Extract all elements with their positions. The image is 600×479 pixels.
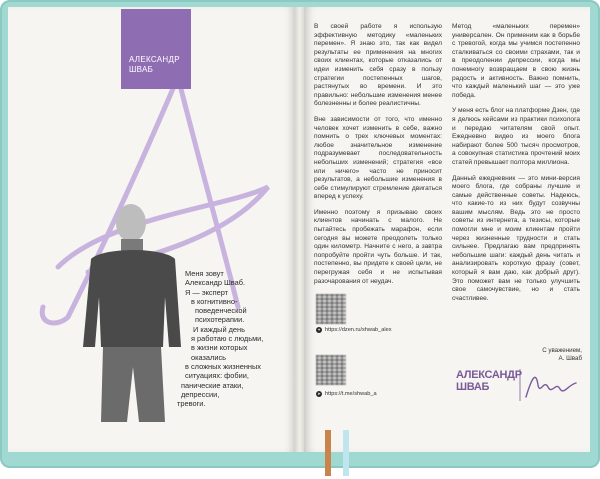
- author-name-box: [121, 9, 191, 89]
- paragraph: Метод «маленьких перемен» универсален. Он применим как в борьбе с тревогой, когда мы учимся постепенно сталкиваться со своими страхами, так и в преодолении депрессии, когда мы понемногу возвращаем в свою жизнь радость и активность. Важно помнить, что каждый маленький шаг — это уже победа.: [452, 23, 580, 99]
- bio-line: депрессии,: [181, 389, 220, 399]
- logo-text: [456, 369, 522, 393]
- closing-name: А. Шваб: [558, 355, 582, 362]
- bio-line: я работаю с людьми,: [191, 334, 264, 344]
- dzen-link-text: https://dzen.ru/shwab_alex: [325, 327, 392, 333]
- closing-line: С уважением,: [542, 347, 582, 354]
- bookmark-ribbon-blue[interactable]: [343, 430, 349, 476]
- telegram-icon: ➤: [317, 391, 321, 396]
- bookmark-ribbon-orange[interactable]: [325, 430, 331, 476]
- right-page: [304, 7, 590, 452]
- author-last-name: ШВАБ: [129, 65, 154, 74]
- paragraph: Вне зависимости от того, что именно человек хочет изменить в себе, важно помнить о трех ключевых моментах: любое значительное изменение подразумевает последовательность небольших изменений; стратегия «все или ничего» часто не приносит результатов, а небольшие изменения в себе стимулируют стремление двигаться вперед к успеху.: [314, 115, 442, 201]
- bio-line: в когнитивно-: [191, 296, 238, 306]
- telegram-link[interactable]: [316, 391, 377, 397]
- bio-line: Меня зовут: [185, 269, 224, 278]
- closing-signature-text: [526, 347, 582, 363]
- text-column-right: [452, 23, 580, 310]
- paragraph: В своей работе я использую эффективную методику «маленьких перемен». Я знаю это, так как видел результаты ее применения на многих своих клиентах, которые отказались от идеи изменить себя сразу в пользу стратегии постепенных шагов, растянутых во времени. И это правильно: небольшие изменения менее болезненны и более реалистичны.: [314, 23, 442, 108]
- paragraph: Данный ежедневник — это мини-версия моего блога, где собраны лучшие и самые действенные советы. Надеюсь, что какие-то из них будут созвучны вашим мыслям. Ведь это не просто советы из интернета, а тезисы, которые помогли мне и моим клиентам пройти через жизненные трудности и стать сильнее. Предлагаю вам предпринять небольшие шаги: каждый день читать и анализировать короткую фразу (совет, который я вам даю, как добрый друг). Это поможет вам не только улучшить свое самочувствие, но и стать счастливее.: [452, 174, 580, 302]
- paragraph: У меня есть блог на платформе Дзен, где я делюсь кейсами из практики психолога и передаю читателям свой опыт. Ежедневно видео из моего блога набирают более 500 тысяч просмотров, а совокупная статистика прочтений моих статей превышает полтора миллиона.: [452, 107, 580, 166]
- bio-line: панические атаки,: [181, 380, 244, 390]
- bio-line: ситуациях: фобии,: [185, 371, 249, 381]
- bio-line: оказались: [191, 352, 227, 362]
- qr-code-telegram[interactable]: [316, 355, 346, 385]
- qr-code-dzen[interactable]: [316, 294, 346, 324]
- bio-line: Александр Шваб.: [185, 278, 246, 288]
- author-logo: [456, 367, 581, 407]
- author-first-name: АЛЕКСАНДР: [129, 55, 180, 64]
- dzen-link[interactable]: [316, 327, 392, 333]
- logo-line: АЛЕКСАНДР: [456, 369, 522, 381]
- telegram-link-text: https://t.me/shwab_a: [325, 391, 377, 397]
- text-column-left: [314, 23, 442, 293]
- bio-line: Я — эксперт: [185, 287, 229, 297]
- dzen-icon: ✦: [317, 327, 321, 332]
- handwritten-signature: [518, 367, 578, 403]
- left-page: [8, 7, 296, 452]
- logo-line: ШВАБ: [456, 381, 490, 393]
- bio-line: тревоги.: [177, 399, 206, 409]
- author-bio: [171, 269, 291, 408]
- bio-line: поведенческой: [195, 306, 247, 316]
- bio-line: психотерапии.: [195, 315, 245, 325]
- bio-line: в жизни которых: [191, 343, 248, 353]
- paragraph: Именно поэтому я призываю своих клиентов начинать с малого. Не пытайтесь пробежать марафон, если сегодня вы можете преодолеть только один километр. Начните с него, а завтра попробуйте пройти чуть больше. И так, постепенно, вы придете к своей цели, не перегружая себя и не испытывая разочарования от неудач.: [314, 208, 442, 285]
- bio-line: в сложных жизненных: [185, 361, 262, 371]
- bio-line: И каждый день: [193, 324, 245, 334]
